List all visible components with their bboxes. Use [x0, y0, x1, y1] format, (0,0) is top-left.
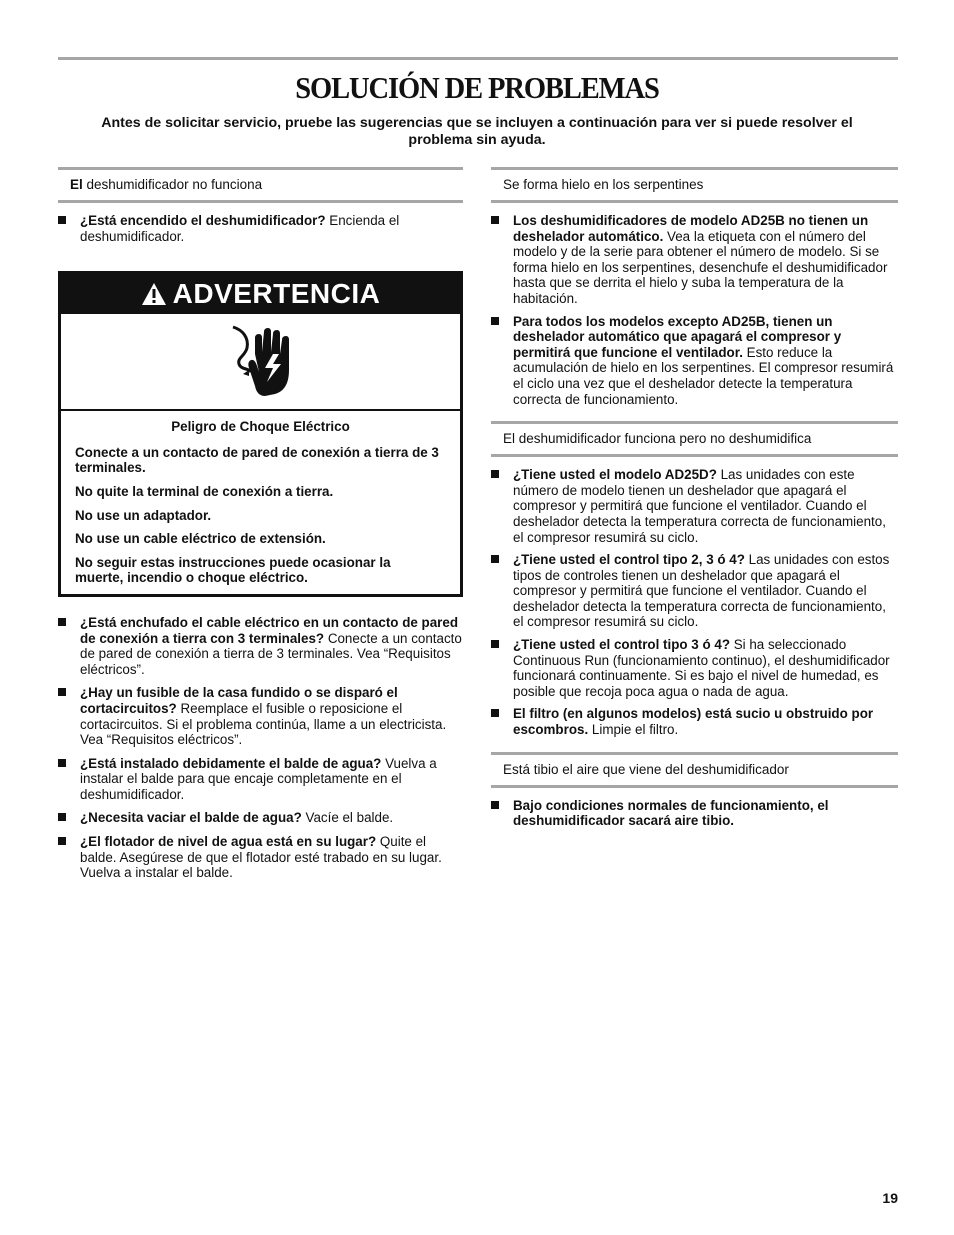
list-item: [58, 213, 463, 244]
list-item: [491, 314, 898, 408]
top-rule: [58, 57, 898, 60]
warning-line: No quite la terminal de conexión a tierra.: [75, 483, 334, 499]
item-answer: Limpie el filtro.: [588, 722, 679, 738]
left-column: [58, 167, 463, 881]
item-question: ¿Tiene usted el control tipo 2, 3 ó 4?: [513, 552, 745, 568]
list-item: [491, 637, 898, 699]
section-heading-not-working: [58, 167, 463, 203]
item-question: ¿Tiene usted el control tipo 3 ó 4?: [513, 637, 731, 653]
list-item: [491, 467, 898, 545]
bullet-square-icon: [491, 709, 499, 717]
item-answer: Si ha seleccionado Continuous Run (funcionamiento continuo), el deshumidificador funcionará continuamente. Si es bajo el nivel de humedad, es posible que recoja poca agua o nada de agua.: [513, 637, 890, 699]
warning-title: ADVERTENCIA: [172, 278, 381, 310]
page-title: SOLUCIÓN DE PROBLEMAS: [295, 70, 659, 105]
list-warm-air: [491, 798, 898, 829]
warning-line: No seguir estas instrucciones puede ocasionar la muerte, incendio o choque eléctrico.: [75, 554, 391, 586]
item-answer: Reemplace el fusible o reposicione el cortacircuitos. Si el problema continúa, llame a un electricista. Vea “Requisitos eléctricos”.: [80, 700, 447, 748]
item-question: ¿Tiene usted el modelo AD25D?: [513, 467, 717, 483]
item-question: Para todos los modelos excepto AD25B, tienen un deshelador automático que apagará el compresor y permitirá que funcione el ventilador.: [513, 313, 842, 360]
heading-rest-part: deshumidificador no funciona: [82, 177, 263, 192]
section-heading-ice: Se forma hielo en los serpentines: [491, 167, 898, 203]
section-heading-warm-air: Está tibio el aire que viene del deshumidificador: [491, 752, 898, 788]
bullet-square-icon: [58, 688, 66, 696]
item-answer: Vacíe el balde.: [301, 810, 394, 826]
heading-bold-part: El: [70, 177, 83, 192]
warning-line: No use un cable eléctrico de extensión.: [75, 531, 326, 547]
list-ice: [491, 213, 898, 407]
item-question: El filtro (en algunos modelos) está sucio u obstruido por escombros.: [513, 706, 874, 738]
item-answer: Vuelva a instalar el balde para que encaje completamente en el deshumidificador.: [80, 755, 437, 802]
warning-box: [58, 271, 463, 597]
bullet-square-icon: [58, 759, 66, 767]
list-item: [58, 685, 463, 747]
item-question: ¿Hay un fusible de la casa fundido o se disparó el cortacircuitos?: [80, 685, 398, 716]
item-question: ¿El flotador de nivel de agua está en su lugar?: [80, 834, 377, 850]
shock-icon-area: [61, 314, 460, 411]
item-answer: Conecte a un contacto de pared de conexión a tierra de 3 terminales. Vea “Requisitos eléctricos”.: [80, 630, 462, 677]
list-item: [491, 798, 898, 829]
warning-body: [61, 411, 460, 594]
bullet-square-icon: [58, 837, 66, 845]
bullet-square-icon: [491, 216, 499, 224]
page-number: 19: [882, 1190, 898, 1206]
item-answer: Encienda el deshumidificador.: [80, 213, 400, 244]
list-no-dehumidify: [491, 467, 898, 738]
item-question: ¿Está enchufado el cable eléctrico en un contacto de pared de conexión a tierra con 3 terminales?: [80, 614, 459, 646]
bullet-square-icon: [58, 813, 66, 821]
warning-header: [61, 274, 460, 314]
bullet-square-icon: [491, 555, 499, 563]
warning-triangle-icon: [141, 282, 167, 306]
list-not-working-continued: [58, 615, 463, 881]
bullet-square-icon: [58, 216, 66, 224]
list-item: [58, 615, 463, 677]
list-item: [58, 834, 463, 881]
item-answer: Vea la etiqueta con el número del modelo y de la serie para obtener el número de modelo. Si se forma hielo en los serpentines, desenchufe el deshumidificador hasta que se derrita el hielo y suba la temperatura de la habitación.: [513, 228, 888, 306]
bullet-square-icon: [491, 640, 499, 648]
list-item: [58, 756, 463, 803]
item-question: ¿Está encendido el deshumidificador?: [80, 213, 326, 228]
item-answer: Quite el balde. Asegúrese de que el flotador esté trabado en su lugar. Vuelva a instalar el balde.: [80, 834, 442, 881]
warning-line: No use un adaptador.: [75, 507, 212, 523]
list-item: [491, 552, 898, 630]
bullet-square-icon: [491, 470, 499, 478]
list-not-working: [58, 213, 463, 244]
list-item: [491, 706, 898, 737]
warning-subtitle: Peligro de Choque Eléctrico: [171, 419, 350, 435]
item-answer: Las unidades con estos tipos de controles tienen un deshelador que apagará el compresor y permitirá que funcione el ventilador. Cuando el deshelador detecta la temperatura correcta de funcionamiento, el compresor resumirá su ciclo.: [513, 552, 890, 630]
section-heading-no-dehumidify: El deshumidificador funciona pero no deshumidifica: [491, 421, 898, 457]
item-answer: Esto reduce la acumulación de hielo en los serpentines. El compresor resumirá el ciclo una vez que el deshelador detecte la temperatura correcta de funcionamiento.: [513, 344, 894, 407]
warning-line: Conecte a un contacto de pared de conexión a tierra de 3 terminales.: [75, 444, 439, 476]
list-item: [491, 213, 898, 307]
electric-shock-hand-icon: [229, 324, 293, 400]
item-question: ¿Está instalado debidamente el balde de agua?: [80, 755, 382, 771]
bullet-square-icon: [58, 618, 66, 626]
item-question: Los deshumidificadores de modelo AD25B no tienen un deshelador automático.: [513, 213, 869, 244]
intro-text: Antes de solicitar servicio, pruebe las sugerencias que se incluyen a continuación para ver si puede resolver el problema sin ayuda.: [101, 115, 853, 148]
item-answer: Las unidades con este número de modelo tienen un deshelador que apagará el compresor y permitirá que funcione el ventilador. Cuando el deshelador detecta la temperatura correcta de funcionamiento, el compresor resumirá su ciclo.: [513, 467, 886, 545]
bullet-square-icon: [491, 317, 499, 325]
right-column: [491, 167, 898, 829]
item-question: ¿Necesita vaciar el balde de agua?: [80, 810, 302, 826]
list-item: [58, 810, 463, 826]
bullet-square-icon: [491, 801, 499, 809]
item-question: Bajo condiciones normales de funcionamiento, el deshumidificador sacará aire tibio.: [513, 797, 829, 829]
